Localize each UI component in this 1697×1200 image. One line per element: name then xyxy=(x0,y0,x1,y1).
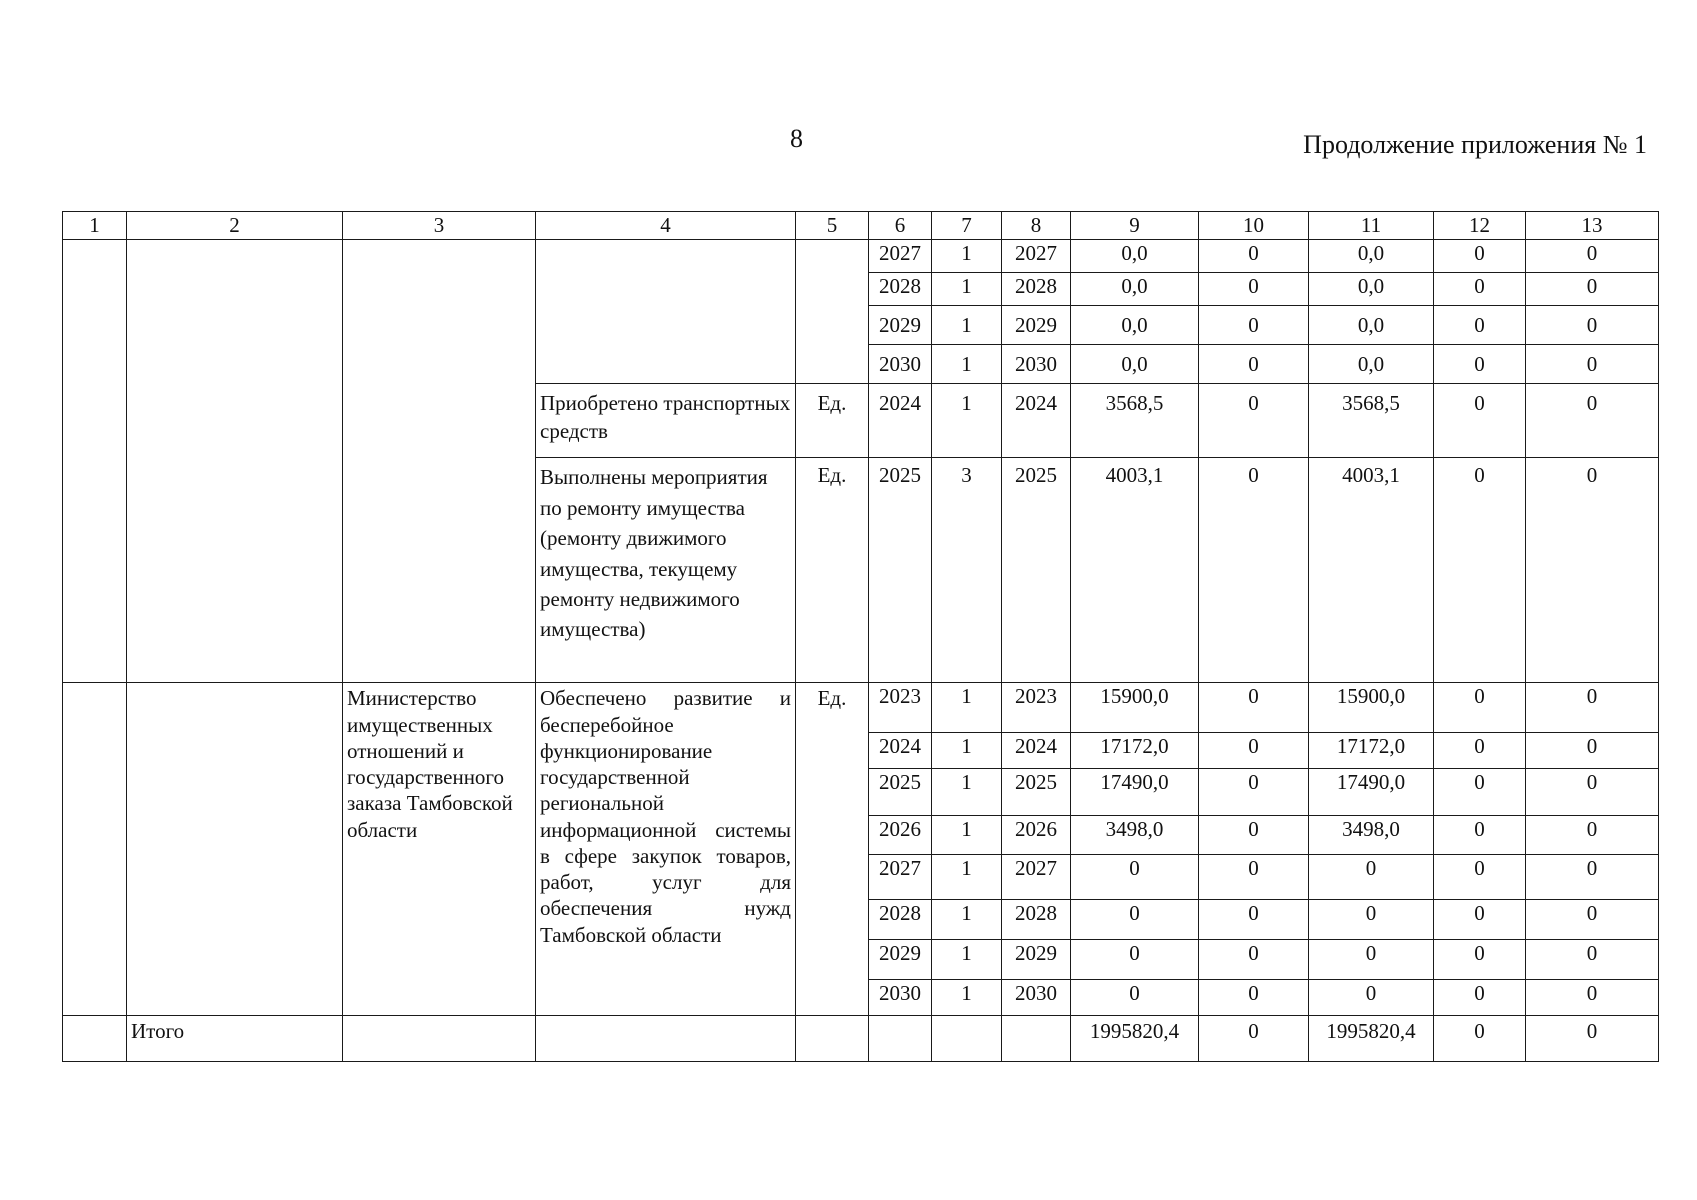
column-number: 4 xyxy=(536,212,796,240)
cell-empty xyxy=(1002,1016,1071,1062)
unit-cell: Ед. xyxy=(796,458,869,683)
cell-value: 0 xyxy=(1434,240,1526,273)
cell-value: 1 xyxy=(932,306,1002,345)
cell-value: 0 xyxy=(1434,980,1526,1016)
cell-value: 3568,5 xyxy=(1071,384,1199,458)
cell-value: 0 xyxy=(1434,345,1526,384)
cell-value: 0 xyxy=(1526,384,1659,458)
cell-value: 1 xyxy=(932,855,1002,900)
page-number: 8 xyxy=(790,124,803,153)
cell-value: 0 xyxy=(1199,240,1309,273)
cell-value: 4003,1 xyxy=(1071,458,1199,683)
cell-empty xyxy=(536,1016,796,1062)
cell-empty xyxy=(536,240,796,384)
cell-value: 0 xyxy=(1526,855,1659,900)
unit-cell: Ед. xyxy=(796,683,869,1016)
column-number: 10 xyxy=(1199,212,1309,240)
indicator-cell: Приобретено транспортных средств xyxy=(536,384,796,458)
cell-value: 0 xyxy=(1434,306,1526,345)
cell-value: 17490,0 xyxy=(1071,769,1199,816)
cell-value: 0 xyxy=(1434,816,1526,855)
total-value: 1995820,4 xyxy=(1309,1016,1434,1062)
column-number: 2 xyxy=(127,212,343,240)
cell-value: 0 xyxy=(1434,384,1526,458)
cell-year: 2030 xyxy=(1002,345,1071,384)
cell-value: 0 xyxy=(1199,980,1309,1016)
cell-value: 0 xyxy=(1309,980,1434,1016)
cell-value: 15900,0 xyxy=(1309,683,1434,733)
cell-year: 2027 xyxy=(1002,855,1071,900)
cell-value: 0 xyxy=(1526,458,1659,683)
cell-value: 0 xyxy=(1434,855,1526,900)
cell-year: 2029 xyxy=(869,940,932,980)
cell-year: 2030 xyxy=(869,345,932,384)
cell-value: 0 xyxy=(1199,458,1309,683)
cell-value: 0 xyxy=(1199,769,1309,816)
cell-value: 4003,1 xyxy=(1309,458,1434,683)
cell-value: 1 xyxy=(932,900,1002,940)
table-row xyxy=(63,683,1659,733)
cell-value: 0 xyxy=(1526,900,1659,940)
cell-empty xyxy=(796,240,869,384)
cell-value: 0 xyxy=(1434,273,1526,306)
cell-year: 2024 xyxy=(1002,733,1071,769)
appendix-table xyxy=(62,211,1659,1062)
cell-year: 2026 xyxy=(1002,816,1071,855)
cell-year: 2024 xyxy=(869,733,932,769)
cell-year: 2030 xyxy=(1002,980,1071,1016)
cell-value: 0 xyxy=(1526,816,1659,855)
cell-year: 2025 xyxy=(869,458,932,683)
total-value: 0 xyxy=(1526,1016,1659,1062)
cell-value: 0,0 xyxy=(1071,345,1199,384)
cell-value: 0,0 xyxy=(1309,273,1434,306)
cell-value: 0 xyxy=(1199,900,1309,940)
indicator-cell: Выполнены мероприятия по ремонту имущества (ремонту движимого имущества, текущему ремонту недвижимого имущества) xyxy=(536,458,796,683)
cell-value: 0 xyxy=(1199,683,1309,733)
cell-value: 1 xyxy=(932,683,1002,733)
cell-value: 0 xyxy=(1199,733,1309,769)
cell-value: 0 xyxy=(1434,769,1526,816)
cell-value: 0 xyxy=(1526,980,1659,1016)
cell-value: 0 xyxy=(1199,306,1309,345)
cell-value: 0 xyxy=(1309,900,1434,940)
cell-value: 0 xyxy=(1309,855,1434,900)
cell-value: 3498,0 xyxy=(1309,816,1434,855)
cell-value: 1 xyxy=(932,384,1002,458)
cell-value: 3498,0 xyxy=(1071,816,1199,855)
cell-value: 0 xyxy=(1526,769,1659,816)
table-row xyxy=(63,240,1659,273)
cell-year: 2024 xyxy=(869,384,932,458)
cell-value: 0,0 xyxy=(1309,240,1434,273)
column-number: 5 xyxy=(796,212,869,240)
cell-empty xyxy=(63,240,127,683)
executor-cell: Министерство имущественных отношений и государственного заказа Тамбовской области xyxy=(343,683,536,1016)
cell-value: 0,0 xyxy=(1071,306,1199,345)
cell-year: 2030 xyxy=(869,980,932,1016)
cell-value: 0 xyxy=(1526,940,1659,980)
cell-value: 0,0 xyxy=(1309,345,1434,384)
cell-year: 2024 xyxy=(1002,384,1071,458)
cell-value: 3568,5 xyxy=(1309,384,1434,458)
cell-value: 17172,0 xyxy=(1309,733,1434,769)
column-number: 13 xyxy=(1526,212,1659,240)
cell-empty xyxy=(869,1016,932,1062)
cell-value: 0 xyxy=(1199,940,1309,980)
cell-empty xyxy=(343,1016,536,1062)
cell-value: 0 xyxy=(1071,900,1199,940)
unit-cell: Ед. xyxy=(796,384,869,458)
cell-year: 2023 xyxy=(869,683,932,733)
cell-year: 2023 xyxy=(1002,683,1071,733)
cell-value: 0 xyxy=(1526,273,1659,306)
cell-value: 1 xyxy=(932,816,1002,855)
cell-year: 2027 xyxy=(869,240,932,273)
cell-value: 0 xyxy=(1199,345,1309,384)
cell-value: 1 xyxy=(932,345,1002,384)
cell-value: 0,0 xyxy=(1071,273,1199,306)
cell-empty xyxy=(343,240,536,683)
cell-value: 1 xyxy=(932,980,1002,1016)
cell-year: 2029 xyxy=(1002,306,1071,345)
column-number: 6 xyxy=(869,212,932,240)
cell-value: 0 xyxy=(1434,900,1526,940)
cell-year: 2029 xyxy=(1002,940,1071,980)
cell-value: 1 xyxy=(932,273,1002,306)
cell-value: 0 xyxy=(1309,940,1434,980)
cell-value: 0 xyxy=(1199,855,1309,900)
cell-value: 1 xyxy=(932,769,1002,816)
cell-value: 0 xyxy=(1199,816,1309,855)
cell-value: 0 xyxy=(1199,273,1309,306)
column-number: 3 xyxy=(343,212,536,240)
cell-empty xyxy=(796,1016,869,1062)
cell-value: 0 xyxy=(1071,980,1199,1016)
column-number: 12 xyxy=(1434,212,1526,240)
column-number: 8 xyxy=(1002,212,1071,240)
column-number: 1 xyxy=(63,212,127,240)
cell-empty xyxy=(63,683,127,1016)
cell-year: 2025 xyxy=(869,769,932,816)
total-value: 0 xyxy=(1199,1016,1309,1062)
cell-value: 15900,0 xyxy=(1071,683,1199,733)
cell-year: 2025 xyxy=(1002,458,1071,683)
cell-value: 0 xyxy=(1434,733,1526,769)
cell-year: 2027 xyxy=(869,855,932,900)
column-number: 7 xyxy=(932,212,1002,240)
cell-year: 2028 xyxy=(869,273,932,306)
cell-value: 3 xyxy=(932,458,1002,683)
cell-value: 0 xyxy=(1526,306,1659,345)
cell-value: 0 xyxy=(1434,940,1526,980)
cell-year: 2027 xyxy=(1002,240,1071,273)
cell-year: 2026 xyxy=(869,816,932,855)
total-value: 1995820,4 xyxy=(1071,1016,1199,1062)
cell-value: 0 xyxy=(1526,240,1659,273)
total-row xyxy=(63,1016,1659,1062)
cell-value: 0 xyxy=(1526,683,1659,733)
cell-value: 0 xyxy=(1071,940,1199,980)
cell-value: 1 xyxy=(932,240,1002,273)
cell-empty xyxy=(63,1016,127,1062)
appendix-continuation-header: Продолжение приложения № 1 xyxy=(1303,130,1647,159)
cell-year: 2028 xyxy=(1002,273,1071,306)
cell-value: 1 xyxy=(932,940,1002,980)
cell-value: 0 xyxy=(1071,855,1199,900)
cell-year: 2025 xyxy=(1002,769,1071,816)
cell-value: 17172,0 xyxy=(1071,733,1199,769)
cell-empty xyxy=(127,240,343,683)
cell-year: 2028 xyxy=(1002,900,1071,940)
cell-value: 0 xyxy=(1434,683,1526,733)
cell-year: 2028 xyxy=(869,900,932,940)
total-label: Итого xyxy=(127,1016,343,1062)
cell-empty xyxy=(127,683,343,1016)
cell-value: 1 xyxy=(932,733,1002,769)
cell-value: 0 xyxy=(1199,384,1309,458)
cell-value: 0 xyxy=(1526,345,1659,384)
column-number-row xyxy=(63,212,1659,240)
column-number: 11 xyxy=(1309,212,1434,240)
cell-empty xyxy=(932,1016,1002,1062)
cell-value: 0,0 xyxy=(1309,306,1434,345)
cell-value: 0,0 xyxy=(1071,240,1199,273)
cell-value: 0 xyxy=(1434,458,1526,683)
total-value: 0 xyxy=(1434,1016,1526,1062)
indicator-cell: Обеспечено развитие и бесперебойное функционирование государственной региональной информационной системы в сфере закупок товаров, работ, услуг для обеспечения нужд Тамбовской области xyxy=(536,683,796,1016)
cell-value: 17490,0 xyxy=(1309,769,1434,816)
cell-year: 2029 xyxy=(869,306,932,345)
cell-value: 0 xyxy=(1526,733,1659,769)
column-number: 9 xyxy=(1071,212,1199,240)
